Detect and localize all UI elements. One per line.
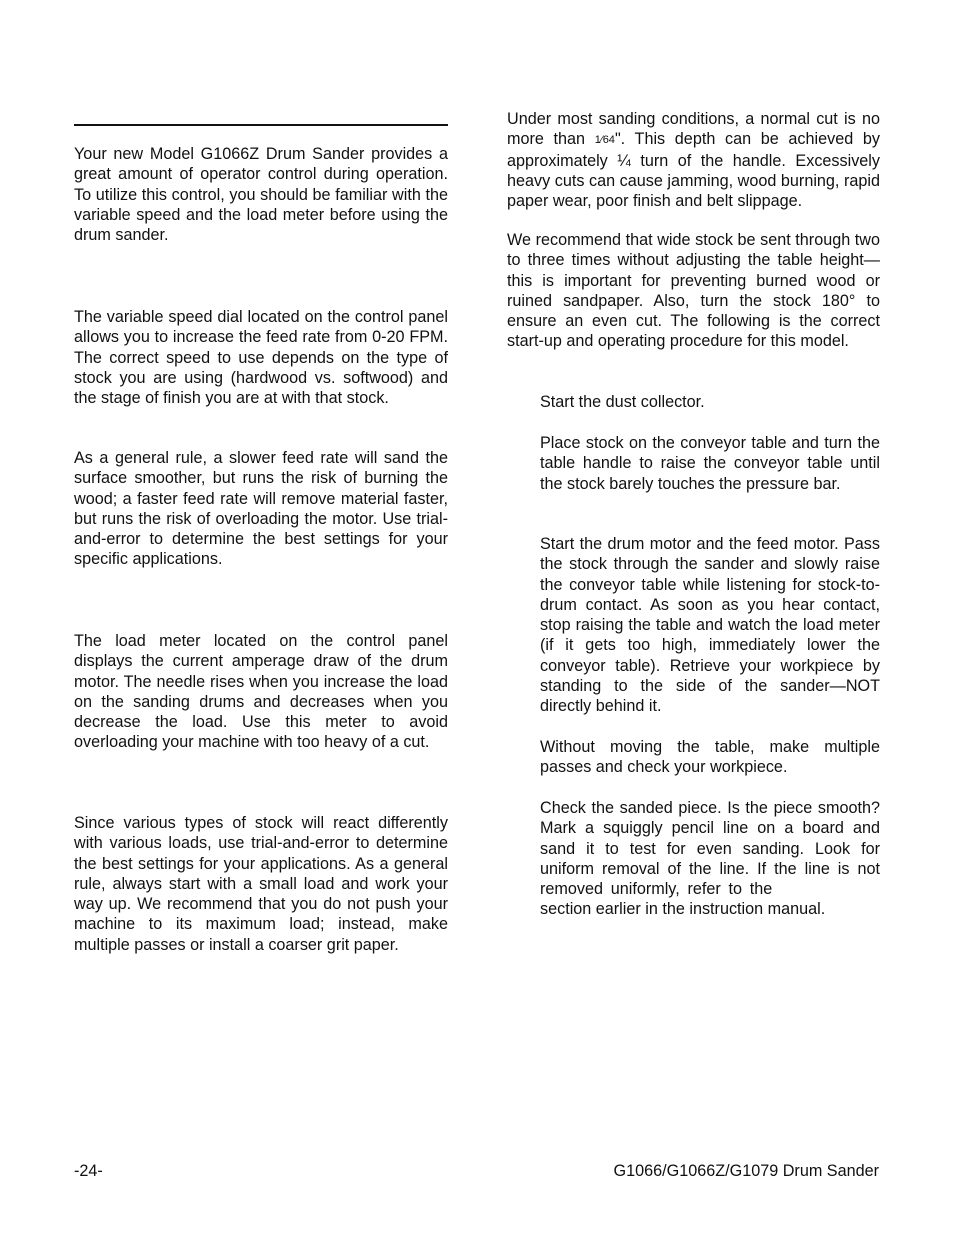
step-check-piece-text: Check the sanded piece. Is the piece smooth? Mark a squiggly pencil line on a board and sand it to test for even sanding. Look for uniform removal of the line. If the line is not removed uniformly, refer to the: [540, 799, 880, 899]
variable-speed-paragraph-1: The variable speed dial located on the control panel allows you to increase the feed rate from 0-20 FPM. The correct speed to use depends on the type of stock you are using (hardwood vs. softwood) and the stage of finish you are at with that stock.: [74, 308, 448, 408]
footer-title: G1066/G1066Z/G1079 Drum Sander: [613, 1162, 879, 1180]
cut-depth-fraction: 1⁄64: [594, 134, 615, 147]
wide-stock-paragraph: We recommend that wide stock be sent through two to three times without adjusting the table height—this is important for preventing burned wood or ruined sandpaper. Also, turn the stock 180° to ensure an even cut. The following is the correct start-up and operating procedure for this model.: [507, 231, 880, 351]
step-check-piece-tail: section earlier in the instruction manual.: [540, 900, 826, 919]
load-meter-paragraph: The load meter located on the control panel displays the current amperage draw of the drum motor. The needle rises when you increase the load on the sanding drums and decreases when you decrease the load. Use this meter to avoid overloading your machine with too heavy of a cut.: [74, 632, 448, 752]
step-start-motors: Start the drum motor and the feed motor. Pass the stock through the sander and slowly raise the conveyor table while listening for stock-to-drum contact. As soon as you hear contact, stop raising the table and watch the load meter (if it gets too high, immediately lower the conveyor table). Retrieve your workpiece by standing to the side of the sander—NOT directly behind it.: [540, 535, 880, 716]
step-dust-collector: Start the dust collector.: [540, 393, 705, 411]
intro-paragraph: Your new Model G1066Z Drum Sander provides a great amount of operator control during operation. To utilize this control, you should be familiar with the variable speed and the load meter before using the drum sander.: [74, 145, 448, 245]
section-divider: [74, 124, 448, 126]
step-check-piece: [540, 798, 880, 920]
cut-depth-paragraph: [507, 109, 880, 211]
cut-depth-text-before: Under most sanding conditions, a normal cut is no more than: [507, 110, 880, 149]
step-place-stock: Place stock on the conveyor table and turn the table handle to raise the conveyor table until the stock barely touches the pressure bar.: [540, 434, 880, 493]
variable-speed-paragraph-2: As a general rule, a slower feed rate will sand the surface smoother, but runs the risk of burning the wood; a faster feed rate will remove material faster, but runs the risk of overloading the motor. Use trial-and-error to determine the best settings for your specific applications.: [74, 449, 448, 569]
cut-depth-text-after: ". This depth can be achieved by approximately ¼ turn of the handle. Excessively heavy cuts can cause jamming, wood burning, rapid paper wear, poor finish and belt slippage.: [507, 130, 880, 211]
step-multiple-passes: Without moving the table, make multiple passes and check your workpiece.: [540, 738, 880, 777]
stock-loads-paragraph: Since various types of stock will react differently with various loads, use trial-and-error to determine the best settings for your applications. As a general rule, always start with a small load and work your way up. We recommend that you do not push your machine to its maximum load; instead, make multiple passes or install a coarser grit paper.: [74, 814, 448, 954]
page-number: -24-: [74, 1162, 103, 1180]
